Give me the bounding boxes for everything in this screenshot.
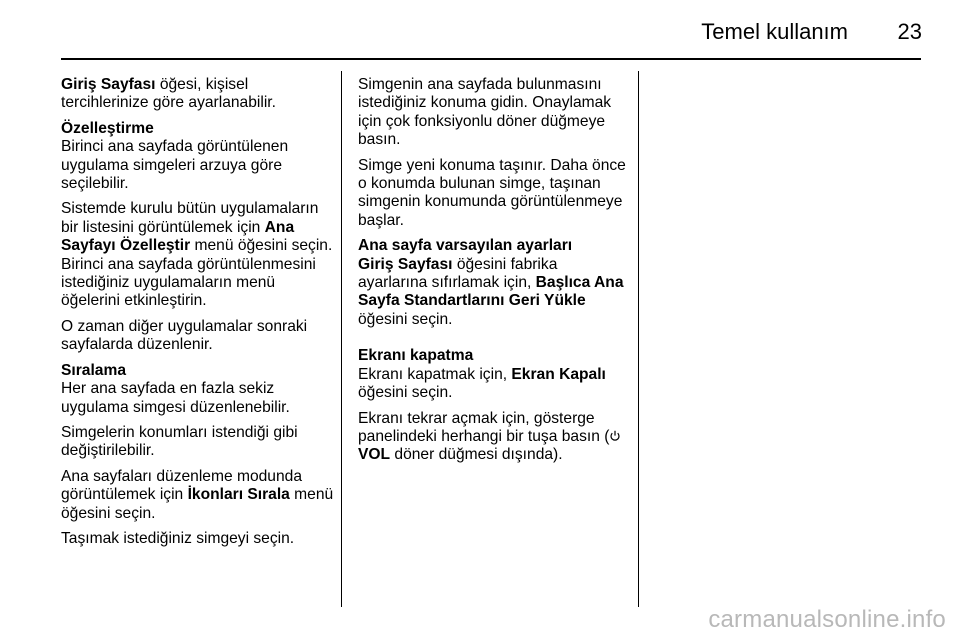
column-left [61,76,336,555]
paragraph-move-icon: Simgenin ana sayfada bulunmasını istediğiniz konuma gidin. Onaylamak için çok fonksiyonlu döner düğmeye basın. [358,76,612,149]
term-sort-icons: İkonları Sırala [187,486,290,504]
term-home-page: Giriş Sayfası [358,255,453,273]
paragraph-app-list [61,200,336,310]
power-icon [609,430,621,442]
heading-defaults-text: Ana sayfa varsayılan ayarları [358,237,573,255]
term-vol: VOL [358,446,391,464]
paragraph-text: döner düğmesi dışında). [390,446,563,464]
paragraph-text: öğesini seçin. [358,384,453,402]
column-divider [638,71,639,607]
paragraph-select-icon: Taşımak istediğiniz simgeyi seçin. [61,529,295,547]
paragraph-reset [358,256,628,330]
watermark: carmanualsonline.info [708,606,946,633]
paragraph-max-icons: Her ana sayfada en fazla sekiz uygulama simgesi düzenlenebilir. [61,380,290,416]
column-right [358,76,628,472]
term-restore-defaults: Başlıca Ana Sayfa Standartlarını Geri Yükle [358,274,624,310]
term-screen-off: Ekran Kapalı [511,365,606,383]
heading-defaults [358,237,628,255]
heading-screen-off [358,347,628,365]
heading-sort [61,362,336,380]
heading-customize [61,120,336,138]
paragraph-intro [61,76,336,113]
paragraph-text: Sistemde kurulu bütün uygulamaların bir listesini görüntülemek için [61,200,319,236]
page-number: 23 [897,19,922,44]
paragraph-text: Ekranı tekrar açmak için, gösterge panelindeki herhangi bir tuşa basın ( [358,409,610,445]
column-divider [341,71,342,607]
paragraph-screen-on [358,410,628,465]
paragraph-text: öğesi, kişisel tercihlerinize göre ayarlanabilir. [61,76,276,112]
paragraph-text: menü öğesini seçin. [61,486,334,522]
paragraph-icon-moved: Simge yeni konuma taşınır. Daha önce o konumda bulunan simge, taşınan simgenin konumunda görüntülenmeye başlar. [358,156,626,229]
paragraph-other-apps: O zaman diğer uygulamalar sonraki sayfalarda düzenlenir. [61,317,308,354]
paragraph-screen-off [358,366,628,403]
paragraph-positions: Simgelerin konumları istendiği gibi değiştirilebilir. [61,423,298,460]
page-header [0,14,960,50]
paragraph-edit-mode [61,468,336,523]
paragraph-customize: Birinci ana sayfada görüntülenen uygulama simgeleri arzuya göre seçilebilir. [61,138,289,193]
term-customize-home: Ana Sayfayı Özelleştir [61,218,295,255]
header-rule [61,58,921,60]
heading-screen-off-text: Ekranı kapatma [358,347,474,365]
heading-customize-text: Özelleştirme [61,119,154,137]
heading-sort-text: Sıralama [61,361,127,379]
paragraph-text: öğesini seçin. [358,310,453,328]
page-title: Temel kullanım [701,19,848,44]
paragraph-text: öğesini fabrika ayarlarına sıfırlamak için, [358,255,558,292]
paragraph-text: Ekranı kapatmak için, [358,365,512,383]
paragraph-text: Ana sayfaları düzenleme modunda görüntülemek için [61,467,302,504]
paragraph-text: menü öğesini seçin. Birinci ana sayfada görüntülenmesini istediğiniz uygulamaların menü öğelerini etkinleştirin. [61,237,333,310]
term-home-page: Giriş Sayfası [61,76,156,93]
